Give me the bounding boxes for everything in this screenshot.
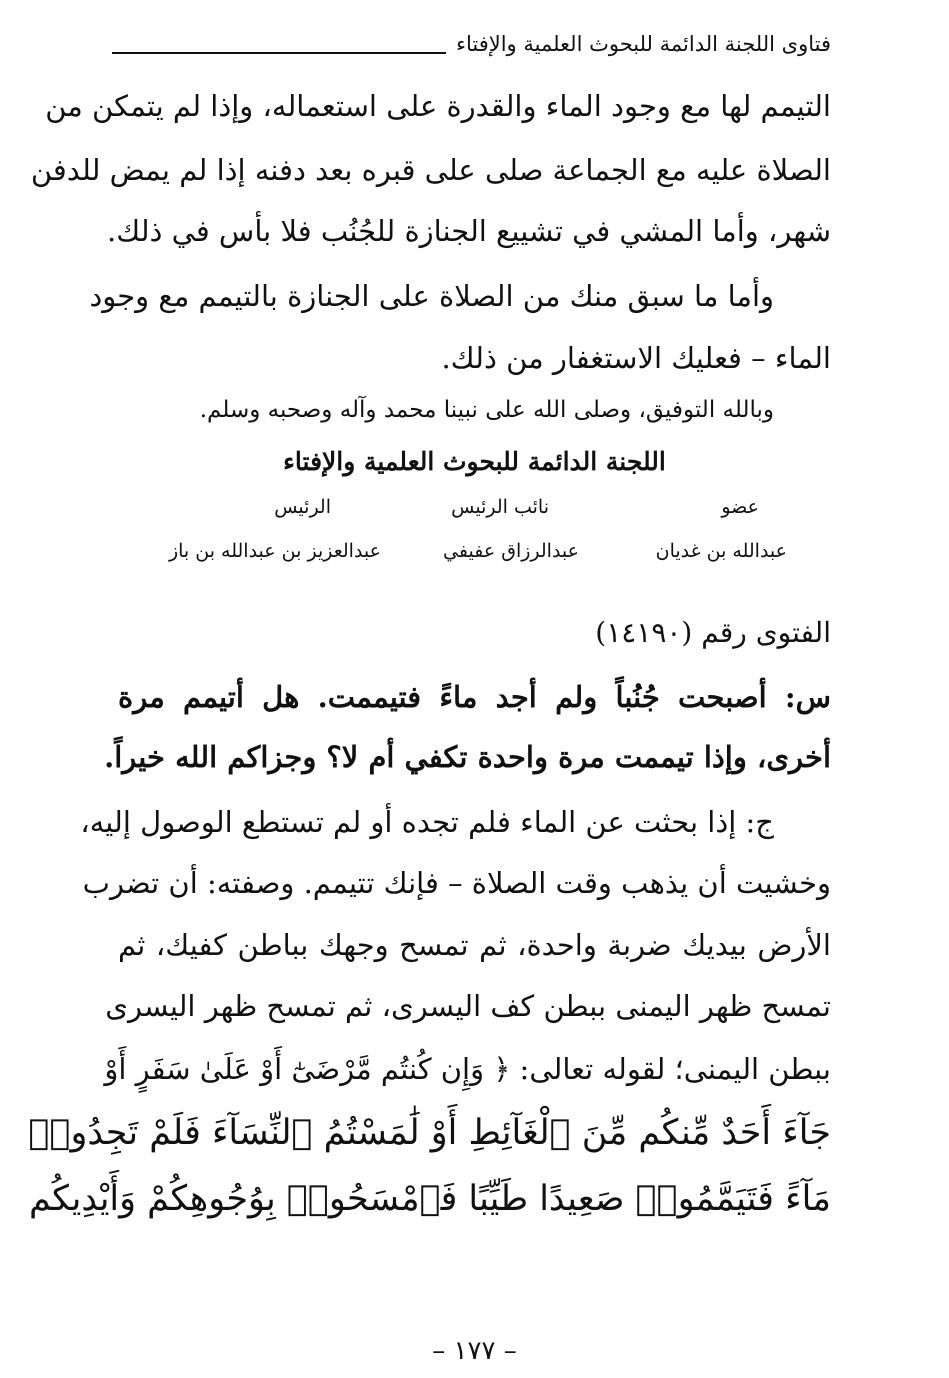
committee-name: اللجنة الدائمة للبحوث العلمية والإفتاء: [283, 447, 666, 476]
quran-verse-line: جَآءَ أَحَدٌ مِّنكُم مِّنَ ٱلْغَآئِطِ أَوْ لَٰمَسْتُمُ ٱلنِّسَآءَ فَلَمْ تَجِدُوا۟: [28, 1113, 831, 1153]
quran-verse-line: مَآءً فَتَيَمَّمُوا۟ صَعِيدًا طَيِّبًا فَٱمْسَحُوا۟ بِوُجُوهِكُمْ وَأَيْدِيكُم: [28, 1179, 831, 1219]
fatwa-number: الفتوى رقم (١٤١٩٠): [595, 616, 831, 649]
paragraph-line: شهر، وأما المشي في تشييع الجنازة للجُنُب فلا بأس في ذلك.: [107, 214, 831, 248]
answer-line: ببطن اليمنى؛ لقوله تعالى: ﴿ وَإِن كُنتُم مَّرْضَىٰٓ أَوْ عَلَىٰ سَفَرٍ أَوْ: [104, 1052, 831, 1086]
signature-name: عبدالعزيز بن عبدالله بن باز: [168, 540, 381, 562]
paragraph-line: الماء – فعليك الاستغفار من ذلك.: [441, 341, 831, 375]
answer-line: تمسح ظهر اليمنى ببطن كف اليسرى، ثم تمسح ظهر اليسرى: [105, 989, 831, 1023]
signature-name: عبدالرزاق عفيفي: [443, 540, 579, 562]
question-line: أخرى، وإذا تيممت مرة واحدة تكفي أم لا؟ وجزاكم الله خيراً.: [104, 740, 831, 774]
paragraph-line: التيمم لها مع وجود الماء والقدرة على استعماله، وإذا لم يتمكن من: [45, 89, 831, 123]
signature-title: عضو: [721, 496, 759, 518]
running-header: [112, 32, 831, 62]
paragraph-line: وأما ما سبق منك من الصلاة على الجنازة بالتيمم مع وجود: [89, 279, 774, 313]
answer-line: الأرض بيديك ضربة واحدة، ثم تمسح وجهك بباطن كفيك، ثم: [118, 928, 831, 962]
paragraph-line: الصلاة عليه مع الجماعة صلى على قبره بعد دفنه إذا لم يمض للدفن: [30, 153, 831, 187]
page-number: – ١٧٧ –: [432, 1336, 517, 1366]
signature-title: الرئيس: [274, 496, 331, 518]
signature-name: عبدالله بن غديان: [655, 540, 787, 562]
closing-salutation: وبالله التوفيق، وصلى الله على نبينا محمد وآله وصحبه وسلم.: [199, 397, 774, 423]
question-line: س: أصبحت جُنُباً ولم أجد ماءً فتيممت. هل أتيمم مرة: [118, 680, 831, 714]
signature-title: نائب الرئيس: [451, 496, 549, 518]
answer-line: وخشيت أن يذهب وقت الصلاة – فإنك تتيمم. وصفته: أن تضرب: [82, 866, 831, 900]
answer-line: ج: إذا بحثت عن الماء فلم تجده أو لم تستطع الوصول إليه،: [80, 805, 774, 839]
header-title: فتاوى اللجنة الدائمة للبحوث العلمية والإفتاء: [446, 32, 831, 56]
